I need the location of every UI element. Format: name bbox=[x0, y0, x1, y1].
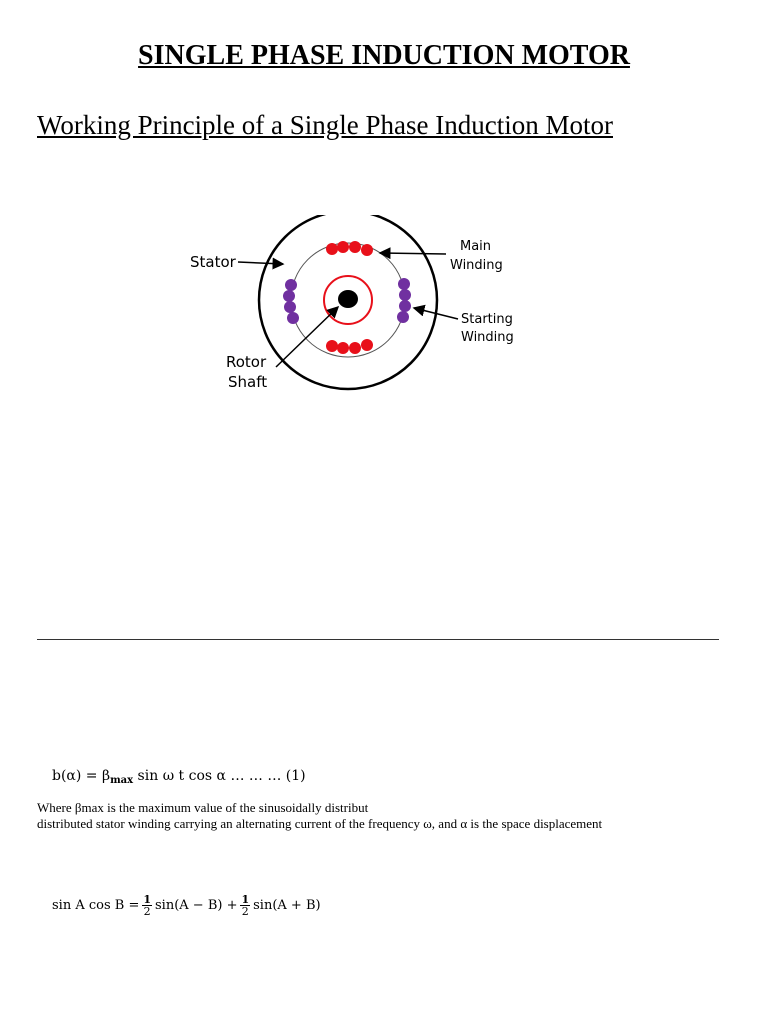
fraction-half-2 bbox=[240, 894, 250, 917]
section-heading: Working Principle of a Single Phase Induction Motor bbox=[37, 110, 613, 140]
equation-2 bbox=[52, 894, 321, 917]
document-title: SINGLE PHASE INDUCTION MOTOR bbox=[138, 40, 630, 71]
fraction-denominator: 2 bbox=[241, 905, 249, 918]
explanation-paragraph bbox=[37, 800, 602, 832]
equation-1-sub: max bbox=[110, 775, 134, 786]
equation-2-term-1: sin(A − B) + bbox=[155, 898, 238, 913]
fraction-half-1 bbox=[142, 894, 152, 917]
equation-1 bbox=[52, 768, 306, 786]
paragraph-line-2: distributed stator winding carrying an alternating current of the frequency ω, and α is the space displacement bbox=[37, 816, 603, 831]
rotor-shaft-label-1: Rotor bbox=[226, 353, 267, 371]
rotor-shaft-label-2: Shaft bbox=[228, 373, 268, 391]
fraction-numerator: 1 bbox=[241, 893, 250, 906]
paragraph-line-1: Where βmax is the maximum value of the sinusoidally distribut bbox=[37, 800, 369, 815]
equation-1-lhs: b(α) = β bbox=[52, 768, 111, 784]
motor-diagram bbox=[180, 215, 540, 395]
fraction-denominator: 2 bbox=[143, 905, 151, 918]
main-winding-label-1: Main bbox=[460, 239, 492, 254]
stator-arrow bbox=[238, 262, 283, 264]
main-winding-label-2: Winding bbox=[450, 258, 503, 273]
starting-winding-right bbox=[397, 278, 411, 323]
shaft-dot bbox=[338, 290, 358, 308]
fraction-numerator: 1 bbox=[143, 893, 151, 906]
starting-winding-label-1: Starting bbox=[461, 312, 513, 327]
equation-2-term-2: sin(A + B) bbox=[253, 898, 321, 913]
equation-2-lhs: sin A cos B = bbox=[52, 898, 140, 913]
horizontal-rule bbox=[37, 639, 719, 640]
main-winding-bottom bbox=[326, 339, 373, 354]
starting-winding-label-2: Winding bbox=[461, 330, 514, 345]
starting-winding-left bbox=[283, 279, 299, 324]
main-winding-arrow bbox=[380, 253, 446, 254]
rotor-shaft-arrow bbox=[276, 307, 338, 367]
equation-1-rhs: sin ω t cos α … … … (1) bbox=[133, 768, 306, 784]
stator-label: Stator bbox=[190, 253, 236, 271]
